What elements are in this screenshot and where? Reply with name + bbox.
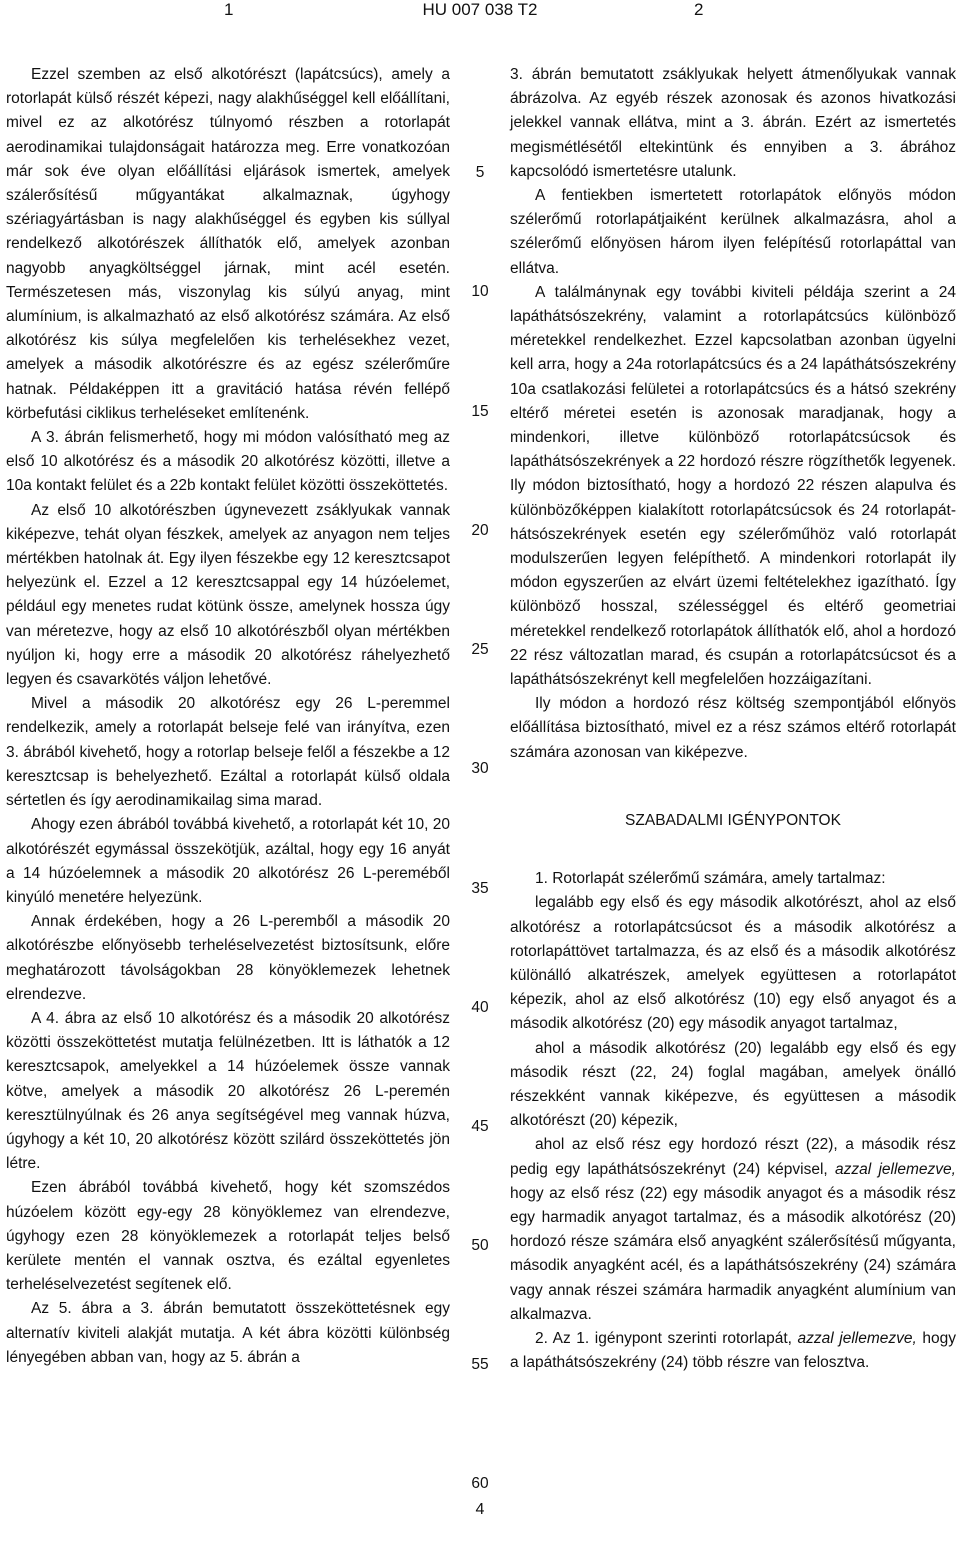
paragraph: 3. ábrán bemutatott zsáklyukak helyett átmenőlyukak vannak ábrázolva. Az egyéb részek azonosak és azonos hivatkozási jelekkel vannak ellátva, mint a 3. ábrán. Ezért az ismertetés megismétlésétől eltekintünk és ennyiben a 3. ábrához kapcsolódó ismertetésre utalunk.	[510, 66, 956, 180]
paragraph: Ily módon a hordozó rész költség szempontjából előnyös előállítása biztosítható, mivel ez a rész számos eltérő rotorlapát számára azonosan van kiképezve.	[510, 695, 956, 761]
line-number: 55	[471, 1356, 489, 1373]
line-number: 25	[471, 641, 489, 658]
claim-text: hogy az első rész (22) egy második anyagot és a második rész egy harmadik anyagot tartalmaz, és a második alkotórész (20) hordozó része számára első anyagként szálerősítésű műgyanta, második anyagként acél, és a lapáthátsószekrény (24) számára vagy annak részei számára harmadik anyagként alumínium van alkalmazva.	[510, 1184, 956, 1323]
header-left-page-number: 1	[224, 0, 234, 19]
paragraph: Az 5. ábra a 3. ábrán bemutatott összeköttetésnek egy alternatív kiviteli alakját mutatja. A két ábra közötti különbség lényegében abban van, hogy az 5. ábrán a	[6, 1300, 450, 1366]
claim-2	[510, 1327, 956, 1375]
paragraph: Ezzel szemben az első alkotórészt (lapátcsúcs), amely a rotorlapát külső részét képezi, nagy alakhűséggel kell előállítani, mivel ez az alkotórész túlnyomó részben a rotorlapát aerodinamikai tulajdonságait határozza meg. Erre vonatkozóan már sok éve olyan előállítási eljárások ismertek, amelyek szálerősítésű műgyantákat alkalmaznak, úgyhogy szériagyártásban is nagy alakhűséggel és egyben kis súllyal rendelkező alkotórészek állíthatók elő, amelyek azonban nagyobb anyagköltséggel járnak, mint acél esetén. Természetesen más, viszonylag kis súlyú anyag, mint alumínium, is alkalmazható az első alkotórész számára. Az első alkotórész kis súlya megfelelően kis terhelésekhez vezet, amelyek a második alkotórészre és az egész szélerőműre hatnak. Példaképpen itt a gravitáció hatása révén fellépő körbefutási ciklikus terheléseket említenénk.	[6, 66, 450, 422]
claim-text: 2. Az 1. igénypont szerinti rotorlapát,	[535, 1329, 798, 1347]
line-number: 10	[471, 283, 489, 300]
line-number: 35	[471, 880, 489, 897]
left-text-column	[6, 63, 450, 1370]
claim-1-intro: 1. Rotorlapát szélerőmű számára, amely tartalmaz:	[535, 870, 886, 888]
claim-text: ahol az első rész egy hordozó részt (22), a második rész pedig egy lapáthátsószekrényt (24) képvisel,	[510, 1136, 956, 1178]
line-number: 15	[471, 403, 489, 420]
claim-1-part: legalább egy első és egy második alkotórészt, ahol az első alkotórész a rotorlapátcsúcsot és a második alkotórész a rotorlapáttövet tartalmazza, és az első és a második alkotórész különálló alkatrészek, amelyek együttesen a rotorlapátot képezik, ahol az első alkotórész (10) egy első anyagot és a második alkotórész (20) egy második anyagot tartalmaz,	[510, 894, 956, 1033]
paragraph: Az első 10 alkotórészben úgynevezett zsáklyukak vannak kiképezve, tehát olyan fészkek, amelyek az anyagon nem teljes mértékben hatolnak át. Egy ilyen fészekbe egy 12 keresztcsapot helyezünk el. Ezzel a 12 keresztcsappal egy 14 húzóelemet, például egy menetes rudat kötünk össze, amelynek hossza úgy van méretezve, hogy az első 10 alkotórészből olyan mértékben nyúljon ki, hogy erre a második 20 alkotórész ráhelyezhető legyen és csavarkötés váljon lehetővé.	[6, 501, 450, 689]
paragraph: Annak érdekében, hogy a 26 L-peremből a második 20 alkotórészbe előnyösebb terheléselvezetést biztosítsunk, előre meghatározott távolságokban 28 könyöklemezek lehetnek elrendezve.	[6, 913, 450, 1003]
line-number: 30	[471, 760, 489, 777]
paragraph: A 3. ábrán felismerhető, hogy mi módon valósítható meg az első 10 alkotórész és a második 20 alkotórész közötti, illetve a 10a kontakt felület és a 22b kontakt felület közötti összeköttetés.	[6, 429, 450, 495]
line-number: 50	[471, 1237, 489, 1254]
paragraph: Ezen ábrából továbbá kivehető, hogy két szomszédos húzóelem között egy-egy 28 könyöklemez van elrendezve, úgyhogy ezen 28 könyöklemezek a rotorlapát teljes belső kerülete mentén el vannak osztva, és ezáltal egyenletes terheléselvezetést segítenek elő.	[6, 1179, 450, 1294]
paragraph: Ahogy ezen ábrából továbbá kivehető, a rotorlapát két 10, 20 alkotórészét egymással összekötjük, azáltal, hogy egy 16 anyát a 14 húzóelemnek a második 20 alkotórész 26 L-pereméből kinyúló menetére helyezünk.	[6, 816, 450, 906]
claim-emphasis: azzal jellemezve,	[797, 1329, 917, 1347]
footer-page-number: 4	[475, 1501, 485, 1518]
claim-text: hogy a lapáthátsószekrény (24) több részre van felosztva.	[510, 1329, 956, 1372]
line-number: 60	[471, 1475, 489, 1492]
line-number: 5	[475, 164, 485, 181]
claim-emphasis: azzal jellemezve,	[835, 1160, 956, 1178]
claim-1-part: ahol a második alkotórész (20) legalább egy első és egy második részt (22, 24) foglal magában, amelyek önálló részekként vannak kiképezve, és együttesen a második alkotórészt (20) képezik,	[510, 1039, 956, 1130]
line-number: 45	[471, 1118, 489, 1135]
line-number: 40	[471, 999, 489, 1016]
line-number: 20	[471, 522, 489, 539]
paragraph: A 4. ábra az első 10 alkotórész és a második 20 alkotórész közötti összeköttetést mutatja felülnézetben. Itt is láthatók a 12 keresztcsapok, amelyekkel a 14 húzóelemek össze vannak kötve, amelyek a második 20 alkotórész 26 L-peremén keresztülnyúlnak és 26 anya segítségével meg vannak húzva, úgyhogy a két 10, 20 alkotórész között szilárd összeköttetés jön létre.	[6, 1009, 450, 1173]
claims-heading: SZABADALMI IGÉNYPONTOK	[625, 811, 841, 829]
claim-1-part	[510, 1133, 956, 1327]
right-text-column	[510, 63, 956, 1375]
patent-number: HU 007 038 T2	[422, 0, 538, 19]
paragraph: A találmánynak egy további kiviteli példája szerint a 24 lapáthátsószekrény, valamint a rotorlapátcsúcs különböző méretekkel rendelkezhet. Ezzel kapcsolatban azonban ügyelni kell arra, hogy a 24a rotorlapátcsúcs és a 24 lapáthátsószekrény 10a csatlakozási felületei a rotorlapátcsúcs és a hátsó szekrény eltérő méretei esetén is azonosak maradjanak, hogy a mindenkori, illetve különböző rotorlapátcsúcsok és lapáthátsószekrények a 22 hordozó részre rögzíthetők legyenek. Ily módon biztosítható, hogy a hordozó 22 részen alapulva és különbözőképpen kialakított rotorlapátcsúcsok és 24 rotorlapát-hátsószekrények esetén egy szélerőműhöz való rotorlapát modulszerűen legyen felépíthető. A mindenkori rotorlapát ily módon egyszerűen az elvárt üzemi feltételekhez igazítható. Így különböző hosszal, szélességgel és eltérő geometriai méretekkel rendelkező rotorlapátok állíthatók elő, ahol a hordozó 22 rész változatlan marad, és csupán a rotorlapátcsúcsot és a lapáthátsószekrényt kell megfelelően hozzáigazítani.	[510, 283, 956, 689]
header-right-page-number: 2	[694, 0, 704, 19]
paragraph: A fentiekben ismertetett rotorlapátok előnyös módon szélerőmű rotorlapátjaiként kerülnek alkalmazásra, ahol a szélerőmű előnyösen három ilyen felépítésű rotorlapáttal van ellátva.	[510, 187, 956, 277]
paragraph: Mivel a második 20 alkotórész egy 26 L-peremmel rendelkezik, amely a rotorlapát belseje felé van irányítva, ezen 3. ábrából kivehető, hogy a rotorlap belseje felől a fészekbe a 12 keresztcsap is behelyezhető. Ezáltal a rotorlapát külső oldala sértetlen és így aerodinamikailag sima marad.	[6, 695, 450, 810]
